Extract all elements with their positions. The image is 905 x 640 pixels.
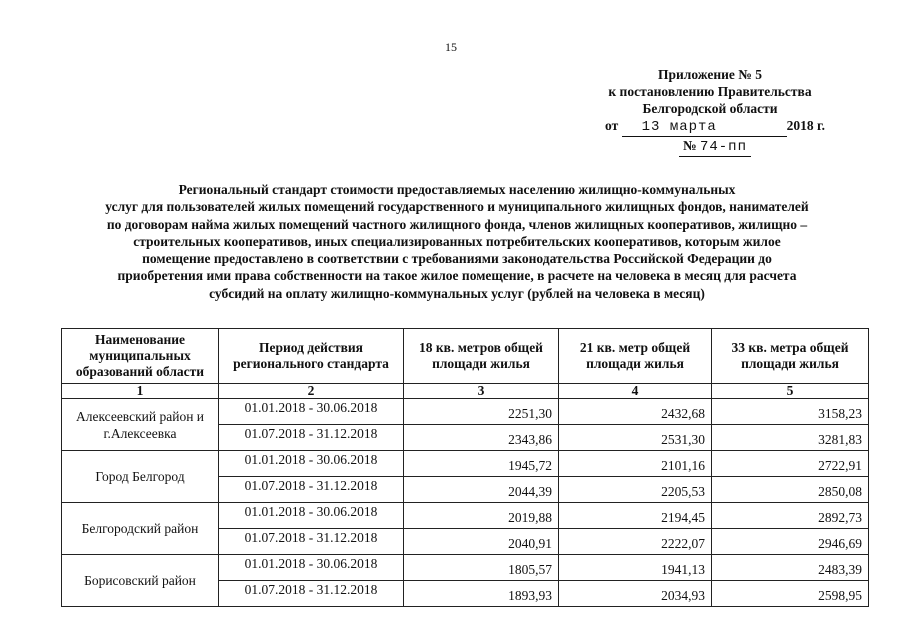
value-18: 2019,88 xyxy=(404,503,559,529)
value-18: 1945,72 xyxy=(404,451,559,477)
column-number-row xyxy=(62,384,869,399)
column-number: 1 xyxy=(62,384,219,399)
value-33: 2483,39 xyxy=(712,555,869,581)
table-row xyxy=(62,451,869,477)
title-line: услуг для пользователей жилых помещений государственного и муниципального жилищных фондов, нанимателей xyxy=(105,199,809,215)
municipality-name: Белгородский район xyxy=(62,503,219,555)
municipality-name: Город Белгород xyxy=(62,451,219,503)
value-21: 2034,93 xyxy=(559,581,712,607)
page-number: 15 xyxy=(445,40,457,54)
annex-number-field xyxy=(679,137,751,157)
value-33: 2946,69 xyxy=(712,529,869,555)
table-row xyxy=(62,399,869,425)
value-21: 2194,45 xyxy=(559,503,712,529)
value-33: 2892,73 xyxy=(712,503,869,529)
value-21: 2432,68 xyxy=(559,399,712,425)
table-header-row xyxy=(62,329,869,384)
period-cell: 01.01.2018 - 30.06.2018 xyxy=(219,503,404,529)
annex-number-prefix: № xyxy=(683,138,697,153)
value-33: 3281,83 xyxy=(712,425,869,451)
title-line: по договорам найма жилых помещений частного жилищного фонда, членов жилищных кооперативов, жилищно – xyxy=(106,216,808,232)
standards-table xyxy=(61,328,869,607)
value-18: 2044,39 xyxy=(404,477,559,503)
value-33: 3158,23 xyxy=(712,399,869,425)
column-number: 2 xyxy=(219,384,404,399)
annex-resolution: к постановлению Правительства xyxy=(608,84,812,99)
header-18sqm: 18 кв. метров общей площади жилья xyxy=(404,329,559,384)
period-cell: 01.07.2018 - 31.12.2018 xyxy=(219,477,404,503)
period-cell: 01.01.2018 - 30.06.2018 xyxy=(219,399,404,425)
document-title xyxy=(52,181,862,302)
annex-date-field xyxy=(622,117,787,137)
title-line: помещение предоставлено в соответствии с требованиями законодательства Российской Федерации до xyxy=(142,251,772,267)
value-21: 2531,30 xyxy=(559,425,712,451)
table-row xyxy=(62,555,869,581)
value-18: 1805,57 xyxy=(404,555,559,581)
value-33: 2850,08 xyxy=(712,477,869,503)
annex-title: Приложение № 5 xyxy=(658,67,762,82)
annex-date-handwritten: 13 марта xyxy=(641,119,717,135)
table-row xyxy=(62,503,869,529)
header-municipality: Наименование муниципальных образований области xyxy=(62,329,219,384)
annex-region: Белгородской области xyxy=(642,101,778,116)
title-line: субсидий на оплату жилищно-коммунальных услуг (рублей на человека в месяц) xyxy=(209,285,705,301)
value-21: 2205,53 xyxy=(559,477,712,503)
period-cell: 01.07.2018 - 31.12.2018 xyxy=(219,529,404,555)
value-18: 2343,86 xyxy=(404,425,559,451)
period-cell: 01.01.2018 - 30.06.2018 xyxy=(219,555,404,581)
title-line: строительных кооперативов, иных специализированных потребительских кооперативов, которым жилое xyxy=(133,233,781,249)
value-21: 2222,07 xyxy=(559,529,712,555)
annex-date xyxy=(560,117,860,137)
column-number: 4 xyxy=(559,384,712,399)
period-cell: 01.01.2018 - 30.06.2018 xyxy=(219,451,404,477)
value-21: 1941,13 xyxy=(559,555,712,581)
annex-number xyxy=(560,137,860,157)
municipality-name: Алексеевский район и г.Алексеевка xyxy=(62,399,219,451)
header-33sqm: 33 кв. метра общей площади жилья xyxy=(712,329,869,384)
period-cell: 01.07.2018 - 31.12.2018 xyxy=(219,581,404,607)
annex-block xyxy=(560,66,860,157)
header-21sqm: 21 кв. метр общей площади жилья xyxy=(559,329,712,384)
period-cell: 01.07.2018 - 31.12.2018 xyxy=(219,425,404,451)
column-number: 3 xyxy=(404,384,559,399)
municipality-name: Борисовский район xyxy=(62,555,219,607)
value-33: 2598,95 xyxy=(712,581,869,607)
value-21: 2101,16 xyxy=(559,451,712,477)
value-18: 2040,91 xyxy=(404,529,559,555)
annex-number-handwritten: 74-пп xyxy=(699,139,747,155)
value-18: 1893,93 xyxy=(404,581,559,607)
title-line: приобретения ими права собственности на такое жилое помещение, в расчете на человека в месяц для расчета xyxy=(117,268,797,284)
value-18: 2251,30 xyxy=(404,399,559,425)
annex-date-prefix: от xyxy=(605,118,619,133)
column-number: 5 xyxy=(712,384,869,399)
title-line: Региональный стандарт стоимости предоставляемых населению жилищно-коммунальных xyxy=(178,182,736,197)
annex-date-suffix: 2018 г. xyxy=(786,118,825,133)
header-period: Период действия регионального стандарта xyxy=(219,329,404,384)
value-33: 2722,91 xyxy=(712,451,869,477)
